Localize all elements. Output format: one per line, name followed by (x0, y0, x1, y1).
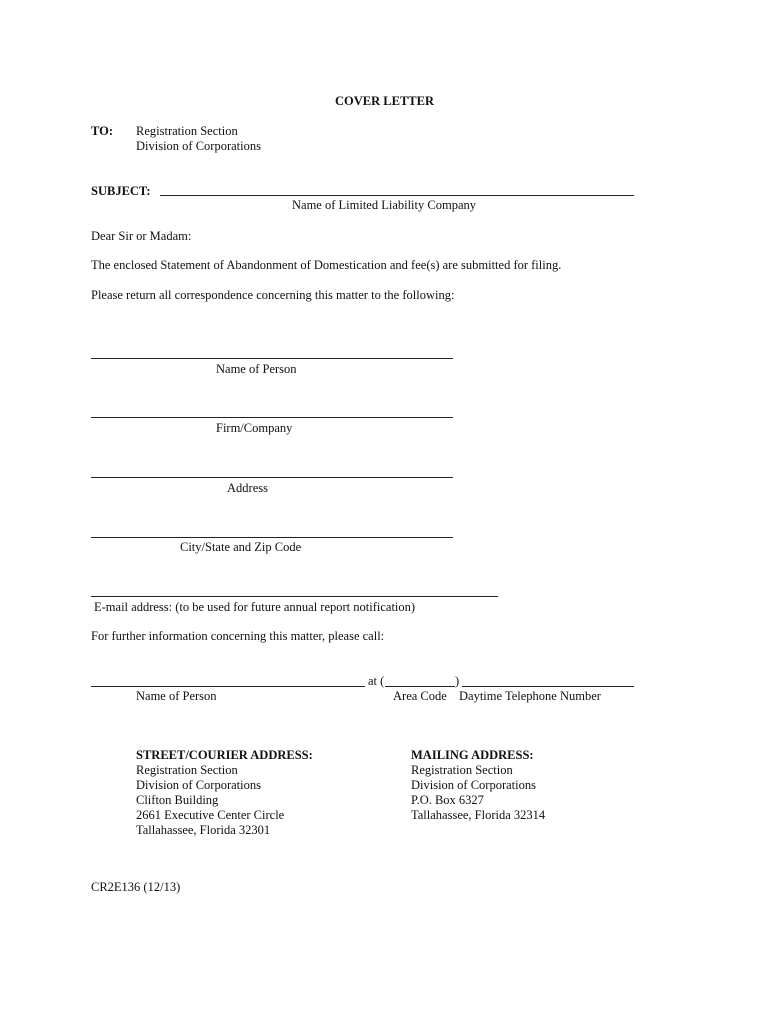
contact-name-field-line[interactable] (91, 686, 365, 687)
subject-caption: Name of Limited Liability Company (292, 198, 476, 212)
area-code-caption: Area Code (393, 689, 447, 703)
city-field-line[interactable] (91, 537, 453, 538)
area-code-field-line[interactable] (385, 686, 455, 687)
daytime-telephone-caption: Daytime Telephone Number (459, 689, 601, 703)
firm-caption: Firm/Company (216, 421, 293, 435)
city-caption: City/State and Zip Code (180, 540, 302, 554)
street-address-line: Clifton Building (136, 793, 219, 807)
subject-label: SUBJECT: (91, 184, 151, 198)
to-line-1: Registration Section (136, 124, 238, 138)
address-caption: Address (227, 481, 268, 495)
mailing-address-line: P.O. Box 6327 (411, 793, 484, 807)
name-field-line[interactable] (91, 358, 453, 359)
street-address-block (136, 748, 313, 838)
phone-paren-close: ) (455, 674, 460, 688)
mailing-address-line: Tallahassee, Florida 32314 (411, 808, 546, 822)
mailing-address-heading: MAILING ADDRESS: (411, 748, 534, 762)
mailing-address-line: Division of Corporations (411, 778, 536, 792)
mailing-address-line: Registration Section (411, 763, 513, 777)
contact-name-caption: Name of Person (136, 689, 217, 703)
to-label: TO: (91, 124, 113, 138)
subject-field-line[interactable] (160, 195, 634, 196)
street-address-line: Tallahassee, Florida 32301 (136, 823, 271, 837)
street-address-heading: STREET/COURIER ADDRESS: (136, 748, 313, 762)
further-info-text: For further information concerning this matter, please call: (91, 629, 385, 643)
firm-field-line[interactable] (91, 417, 453, 418)
street-address-line: Division of Corporations (136, 778, 261, 792)
name-caption: Name of Person (216, 362, 297, 376)
telephone-field-line[interactable] (462, 686, 634, 687)
phone-at-text: at ( (368, 674, 385, 688)
street-address-line: 2661 Executive Center Circle (136, 808, 285, 822)
salutation: Dear Sir or Madam: (91, 229, 192, 243)
street-address-line: Registration Section (136, 763, 238, 777)
email-field-line[interactable] (91, 596, 498, 597)
form-code: CR2E136 (12/13) (91, 880, 181, 894)
to-line-2: Division of Corporations (136, 139, 261, 153)
email-caption: E-mail address: (to be used for future annual report notification) (94, 600, 416, 614)
mailing-address-block (411, 748, 545, 823)
enclosed-text: The enclosed Statement of Abandonment of Domestication and fee(s) are submitted for filing. (91, 258, 562, 272)
page-title: COVER LETTER (335, 94, 434, 108)
return-text: Please return all correspondence concerning this matter to the following: (91, 288, 455, 302)
address-field-line[interactable] (91, 477, 453, 478)
